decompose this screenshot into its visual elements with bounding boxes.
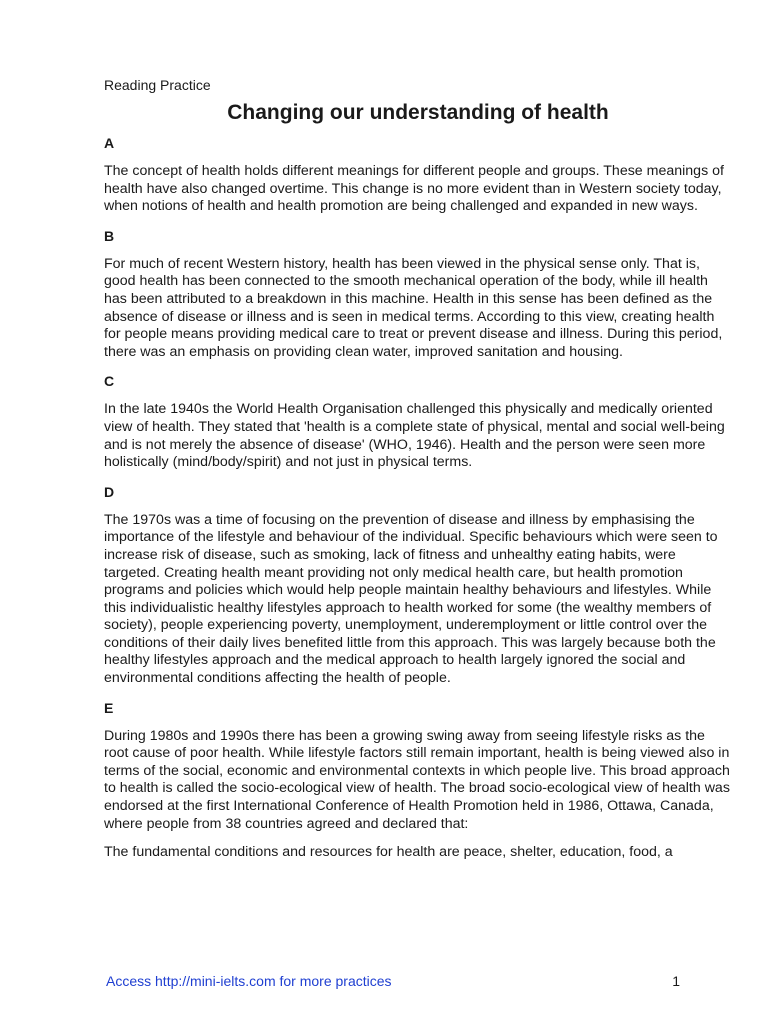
section-letter: C: [104, 373, 115, 390]
section-letter: D: [104, 483, 115, 500]
paragraph: The fundamental conditions and resources for health are peace, shelter, education, food, a: [104, 844, 673, 861]
section-letter: E: [104, 699, 114, 716]
footer-link[interactable]: Access http://mini-ielts.com for more practices: [106, 973, 392, 989]
document-title: Changing our understanding of health: [227, 101, 609, 124]
section-letter: A: [104, 135, 115, 151]
document-body: [104, 76, 732, 873]
paragraph: For much of recent Western history, health has been viewed in the physical sense only. That is, good health has been connected to the smooth mechanical operation of the body, while ill health has been attributed to a breakdown in this machine. Health in this sense has been defined as the absence of disease or illness and is seen in medical terms. According to this view, creating health for people means providing medical care to treat or prevent disease and illness. During this period, there was an emphasis on providing clean water, improved sanitation and housing.: [104, 255, 723, 360]
paragraph: In the late 1940s the World Health Organisation challenged this physically and medically oriented view of health. They stated that 'health is a complete state of physical, mental and social well-being and is not merely the absence of disease' (WHO, 1946). Health and the person were seen more holistically (mind/body/spirit) and not just in physical terms.: [104, 401, 725, 471]
paragraph: The concept of health holds different meanings for different people and groups. These meanings of health have also changed overtime. This change is no more evident than in Western society today, when notions of health and health promotion are being challenged and expanded in new ways.: [104, 163, 724, 215]
section-c: [104, 372, 732, 471]
section-b: [104, 227, 732, 362]
section-letter: B: [104, 227, 115, 244]
header-label: Reading Practice: [104, 77, 211, 93]
section-e: [104, 699, 732, 862]
page-number: 1: [672, 973, 680, 989]
section-a: [104, 134, 732, 216]
section-d: [104, 483, 732, 688]
paragraph: During 1980s and 1990s there has been a growing swing away from seeing lifestyle risks as the root cause of poor health. While lifestyle factors still remain important, health is being viewed also in terms of the social, economic and environmental contexts in which people live. This broad approach to health is called the socio-ecological view of health. The broad socio-ecological view of health was endorsed at the first International Conference of Health Promotion held in 1986, Ottawa, Canada, where people from 38 countries agreed and declared that:: [104, 727, 730, 832]
paragraph: The 1970s was a time of focusing on the prevention of disease and illness by emphasising the importance of the lifestyle and behaviour of the individual. Specific behaviours which were seen to increase risk of disease, such as smoking, lack of fitness and unhealthy eating habits, were targeted. Creating health meant providing not only medical health care, but health promotion programs and policies which would help people maintain healthy behaviours and lifestyles. While this individualistic healthy lifestyles approach to health worked for some (the wealthy members of society), people experiencing poverty, unemployment, underemployment or little control over the conditions of their daily lives benefited little from this approach. This was largely because both the healthy lifestyles approach and the medical approach to health largely ignored the social and environmental conditions affecting the health of people.: [104, 511, 718, 687]
page-footer: [106, 972, 680, 990]
